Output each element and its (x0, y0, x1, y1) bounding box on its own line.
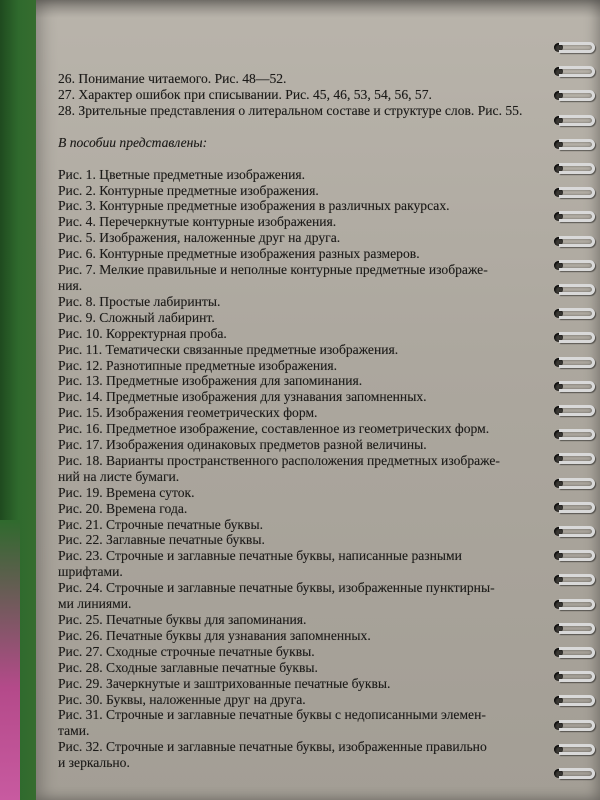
spiral-ring (550, 234, 596, 249)
figure-list-line: Рис. 28. Сходные заглавные печатные буквы. (58, 659, 318, 675)
spiral-ring (550, 282, 596, 297)
binding-wire (559, 236, 595, 247)
figure-list-line: Рис. 9. Сложный лабиринт. (58, 309, 215, 325)
binding-wire (559, 526, 595, 537)
figure-list-line: Рис. 31. Строчные и заглавные печатные буквы с недописанными элемен- (58, 707, 486, 723)
figure-list-line: ми линиями. (58, 596, 132, 612)
binding-wire (559, 187, 595, 198)
figure-list-line: Рис. 1. Цветные предметные изображения. (58, 166, 306, 182)
spiral-ring (550, 572, 596, 587)
figure-list-line: Рис. 10. Корректурная проба. (58, 325, 227, 341)
figure-list-line: Рис. 15. Изображения геометрических форм. (58, 405, 318, 421)
spiral-ring (550, 476, 596, 491)
figure-list-line: Рис. 7. Мелкие правильные и неполные контурные предметные изображе- (58, 262, 488, 278)
spiral-ring (550, 185, 596, 200)
figure-list-line: Рис. 21. Строчные печатные буквы. (58, 516, 263, 532)
spiral-ring (550, 693, 596, 708)
spiral-ring (550, 330, 596, 345)
spiral-ring (550, 621, 596, 636)
figure-list-line: тами. (58, 723, 90, 739)
binding-wire (559, 453, 595, 464)
figure-list-line: ний на листе бумаги. (58, 468, 180, 484)
spiral-ring (550, 88, 596, 103)
binding-wire (559, 115, 595, 126)
figure-list-line: Рис. 17. Изображения одинаковых предметов разной величины. (58, 437, 427, 453)
spiral-ring (550, 40, 596, 55)
spiral-ring (550, 524, 596, 539)
spiral-ring (550, 597, 596, 612)
spiral-ring (550, 258, 596, 273)
figure-list-line: Рис. 25. Печатные буквы для запоминания. (58, 612, 307, 627)
spiral-ring (550, 137, 596, 152)
binding-wire (559, 768, 595, 779)
spiral-ring (550, 113, 596, 128)
figure-list-line: Рис. 14. Предметные изображения для узнавания запомненных. (58, 389, 427, 405)
figure-list-line: Рис. 19. Времена суток. (58, 484, 195, 500)
spiral-ring (550, 403, 596, 418)
figure-list-line: Рис. 30. Буквы, наложенные друг на друга. (58, 691, 306, 707)
binding-wire (559, 139, 595, 150)
figure-list-line: Рис. 12. Разнотипные предметные изображения. (58, 357, 338, 373)
section-header: В пособии представлены: (58, 134, 208, 150)
figure-list-line: Рис. 4. Перечеркнутые контурные изображения. (58, 214, 337, 230)
binding-wire (559, 357, 595, 368)
binding-wire (559, 671, 595, 682)
figure-list-line: Рис. 16. Предметное изображение, составленное из геометрических форм. (58, 421, 490, 437)
binding-wire (559, 260, 595, 271)
figure-list-line: Рис. 5. Изображения, наложенные друг на друга. (58, 230, 341, 246)
figure-list-line: Рис. 20. Времена года. (58, 500, 188, 516)
binding-wire (559, 429, 595, 440)
figure-list-line: Рис. 6. Контурные предметные изображения разных размеров. (58, 246, 420, 262)
spiral-ring (550, 451, 596, 466)
binding-wire (559, 163, 595, 174)
intro-line: 28. Зрительные представления о литеральном составе и структуре слов. Рис. 55. (58, 102, 523, 118)
figure-list-line: Рис. 32. Строчные и заглавные печатные буквы, изображенные правильно (58, 739, 487, 755)
binding-wire (559, 502, 595, 513)
binding-wire (559, 381, 595, 392)
intro-list (58, 71, 534, 119)
figure-list-line: шрифтами. (58, 564, 123, 580)
spiral-ring (550, 669, 596, 684)
page-shadow (36, 0, 600, 18)
spiral-ring (550, 209, 596, 224)
binding-wire (559, 599, 595, 610)
figure-list-line: Рис. 23. Строчные и заглавные печатные буквы, написанные разными (58, 548, 462, 564)
binding-wire (559, 66, 595, 77)
figure-list-line: Рис. 8. Простые лабиринты. (58, 293, 221, 309)
binding-wire (559, 405, 595, 416)
intro-line: 27. Характер ошибок при списывании. Рис. 45, 46, 53, 54, 56, 57. (58, 86, 432, 102)
spiral-ring (550, 306, 596, 321)
binding-wire (559, 211, 595, 222)
spiral-ring (550, 548, 596, 563)
figure-list-line: Рис. 3. Контурные предметные изображения в различных ракурсах. (58, 198, 450, 214)
binding-wire (559, 574, 595, 585)
figure-list (58, 167, 534, 771)
spiral-binding (548, 0, 600, 800)
spiral-ring (550, 161, 596, 176)
spiral-ring (550, 766, 596, 781)
figure-list-line: Рис. 18. Варианты пространственного расположения предметных изображе- (58, 452, 500, 468)
binding-wire (559, 478, 595, 489)
binding-wire (559, 42, 595, 53)
spiral-ring (550, 500, 596, 515)
figure-list-line: Рис. 11. Тематически связанные предметные изображения. (58, 341, 399, 357)
figure-list-line: Рис. 2. Контурные предметные изображения. (58, 182, 319, 198)
spiral-ring (550, 427, 596, 442)
figure-list-line: Рис. 24. Строчные и заглавные печатные буквы, изображенные пунктирны- (58, 580, 495, 596)
spiral-ring (550, 718, 596, 733)
spiral-ring (550, 742, 596, 757)
figure-list-line: Рис. 26. Печатные буквы для узнавания запомненных. (58, 627, 371, 643)
binding-wire (559, 647, 595, 658)
figure-list-line: Рис. 29. Зачеркнутые и заштрихованные печатные буквы. (58, 675, 391, 691)
binding-wire (559, 695, 595, 706)
figure-list-line: Рис. 22. Заглавные печатные буквы. (58, 532, 265, 548)
page-text (58, 71, 534, 771)
spiral-ring (550, 645, 596, 660)
binding-wire (559, 744, 595, 755)
binding-wire (559, 284, 595, 295)
background-pink-object (0, 520, 20, 800)
binding-wire (559, 90, 595, 101)
binding-wire (559, 623, 595, 634)
binding-wire (559, 720, 595, 731)
binding-wire (559, 308, 595, 319)
binding-wire (559, 550, 595, 561)
spiral-ring (550, 64, 596, 79)
binding-wire (559, 332, 595, 343)
figure-list-line: ния. (58, 277, 83, 293)
spiral-ring (550, 379, 596, 394)
figure-list-line: Рис. 13. Предметные изображения для запоминания. (58, 373, 363, 389)
figure-list-line: Рис. 27. Сходные строчные печатные буквы. (58, 643, 315, 659)
spiral-ring (550, 355, 596, 370)
figure-list-line: и зеркально. (58, 755, 130, 771)
intro-line: 26. Понимание читаемого. Рис. 48—52. (58, 71, 287, 86)
